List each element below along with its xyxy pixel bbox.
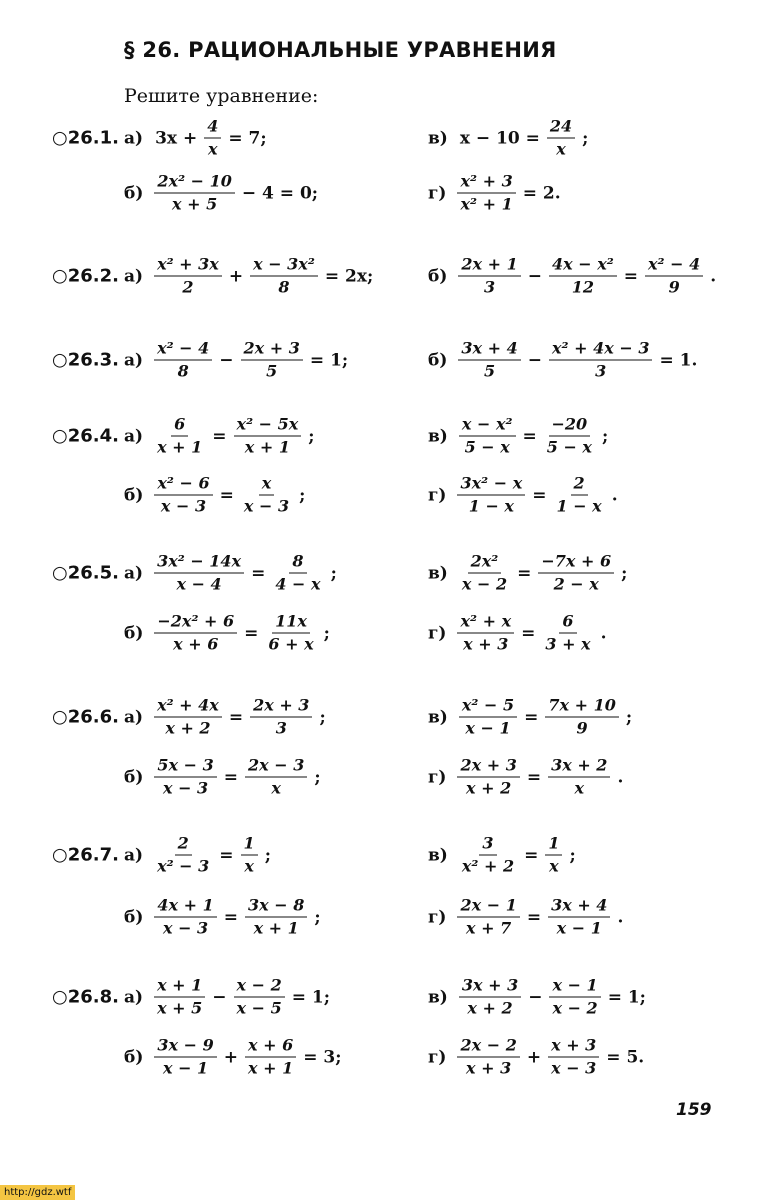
- page-number: 159: [676, 1100, 712, 1120]
- fraction-denominator: x + 5: [157, 998, 203, 1018]
- equation-text: =: [524, 707, 539, 727]
- equation-text: = 3;: [303, 1047, 342, 1067]
- equation-text: = 7;: [228, 128, 267, 148]
- equation-item: [124, 834, 275, 877]
- fraction-denominator: x − 1: [162, 1058, 209, 1078]
- exercise-number: ○26.3.: [52, 349, 119, 371]
- fraction-numerator: x² − 6: [154, 474, 212, 496]
- equation-label: а): [124, 845, 144, 865]
- fraction-numerator: 3x + 4: [548, 896, 610, 918]
- fraction-denominator: x + 1: [253, 918, 299, 938]
- equation-item: [428, 474, 622, 517]
- section-title: § 26. РАЦИОНАЛЬНЫЕ УРАВНЕНИЯ: [124, 38, 557, 62]
- fraction-numerator: 3x² − 14x: [154, 552, 244, 574]
- fraction-numerator: x² + 3x: [154, 255, 222, 277]
- equation-label: г): [428, 183, 447, 203]
- fraction-numerator: 2x + 3: [457, 756, 519, 778]
- fraction-numerator: 3x + 2: [548, 756, 610, 778]
- equation-item: [124, 976, 334, 1019]
- fraction: [154, 612, 237, 655]
- fraction-numerator: 3x − 9: [154, 1036, 216, 1058]
- fraction-numerator: x² − 4: [645, 255, 703, 277]
- fraction-denominator: x: [556, 139, 566, 159]
- equation-text: ;: [314, 767, 321, 787]
- equation-label: б): [124, 767, 144, 787]
- fraction-numerator: x − 1: [549, 976, 600, 998]
- fraction-denominator: x − 1: [465, 718, 511, 738]
- fraction-denominator: 5 − x: [464, 437, 510, 457]
- equation-text: ;: [330, 563, 337, 583]
- fraction-numerator: 24: [547, 117, 575, 139]
- fraction-denominator: x + 6: [173, 634, 219, 654]
- fraction: [542, 612, 593, 655]
- fraction-denominator: x − 3: [243, 496, 290, 516]
- equation-text: ;: [319, 707, 326, 727]
- fraction-denominator: 6 + x: [268, 634, 314, 654]
- equation-item: [428, 255, 720, 298]
- equation-item: [428, 896, 627, 939]
- fraction: [548, 896, 610, 939]
- fraction-denominator: 2: [182, 277, 194, 297]
- equation-label: а): [124, 266, 144, 286]
- watermark-link[interactable]: http://gdz.wtf: [0, 1185, 75, 1200]
- equation-item: [428, 552, 631, 595]
- equation-item: [428, 976, 650, 1019]
- equation-item: [428, 834, 580, 877]
- fraction-denominator: x − 3: [160, 496, 207, 516]
- equation-text: ;: [569, 845, 576, 865]
- fraction-denominator: x: [208, 139, 218, 159]
- fraction-denominator: x² − 3: [157, 856, 210, 876]
- fraction-denominator: 1 − x: [556, 496, 602, 516]
- fraction-denominator: x: [271, 778, 281, 798]
- fraction-numerator: 3: [479, 834, 496, 856]
- fraction-denominator: x − 3: [551, 1058, 597, 1078]
- equation-label: г): [428, 767, 447, 787]
- fraction-numerator: x² + 4x: [154, 696, 222, 718]
- equation-text: =: [219, 485, 234, 505]
- fraction-denominator: x − 4: [176, 574, 222, 594]
- equation-item: [428, 612, 611, 655]
- fraction: [245, 756, 307, 799]
- fraction-denominator: x + 7: [466, 918, 512, 938]
- equation-text: =: [223, 767, 238, 787]
- fraction: [250, 255, 318, 298]
- fraction: [234, 976, 285, 1019]
- fraction-denominator: x + 1: [157, 437, 203, 457]
- fraction-numerator: 2x − 1: [457, 896, 519, 918]
- fraction: [154, 415, 205, 458]
- equation-text: = 1;: [607, 987, 646, 1007]
- fraction-numerator: 11x: [272, 612, 310, 634]
- equation-text: .: [617, 767, 624, 787]
- fraction: [459, 696, 517, 739]
- fraction-numerator: 3x + 4: [458, 339, 520, 361]
- fraction-numerator: 3x − 8: [245, 896, 307, 918]
- fraction: [241, 474, 292, 517]
- fraction: [241, 339, 303, 382]
- fraction-denominator: x² + 1: [460, 194, 513, 214]
- equation-text: = 1;: [291, 987, 331, 1007]
- equation-item: [124, 474, 309, 517]
- fraction: [241, 834, 258, 877]
- equation-text: ;: [264, 845, 271, 865]
- fraction: [547, 117, 575, 160]
- equation-text: ;: [314, 907, 321, 927]
- equation-item: [428, 696, 636, 739]
- equation-item: [428, 172, 565, 215]
- fraction: [538, 552, 614, 595]
- fraction-numerator: x + 1: [154, 976, 205, 998]
- equation-text: =: [517, 563, 532, 583]
- equation-text: .: [617, 907, 624, 927]
- fraction-denominator: x² + 2: [461, 856, 515, 876]
- fraction-denominator: x + 3: [466, 1058, 512, 1078]
- fraction-denominator: x: [574, 778, 585, 798]
- equation-text: = 2x;: [324, 266, 374, 286]
- fraction-numerator: x² + 3: [457, 172, 515, 194]
- fraction-numerator: x² − 4: [154, 339, 212, 361]
- fraction: [458, 255, 520, 298]
- equation-item: [124, 255, 377, 298]
- fraction-numerator: x² + 4x − 3: [549, 339, 652, 361]
- fraction: [457, 1036, 519, 1079]
- equation-text: − 4 = 0;: [241, 183, 319, 203]
- fraction-denominator: 3: [275, 718, 287, 738]
- fraction: [549, 255, 617, 298]
- fraction: [245, 1036, 296, 1079]
- fraction-numerator: x − 2: [234, 976, 285, 998]
- fraction-numerator: x² + x: [457, 612, 514, 634]
- fraction: [457, 172, 515, 215]
- equation-item: [124, 339, 352, 382]
- fraction-denominator: x − 2: [461, 574, 508, 594]
- fraction: [154, 834, 212, 877]
- fraction: [204, 117, 221, 160]
- equation-text: = 1.: [659, 350, 698, 370]
- fraction-numerator: −7x + 6: [538, 552, 614, 574]
- fraction: [272, 552, 323, 595]
- equation-text: =: [212, 426, 227, 446]
- fraction-denominator: 5: [484, 361, 496, 381]
- equation-item: [428, 117, 592, 160]
- fraction-denominator: x − 5: [236, 998, 282, 1018]
- fraction: [154, 339, 212, 382]
- equation-text: =: [251, 563, 266, 583]
- equation-item: [124, 117, 271, 160]
- equation-text: ;: [308, 426, 315, 446]
- fraction-numerator: 1: [545, 834, 562, 856]
- fraction: [459, 976, 521, 1019]
- equation-label: б): [428, 266, 448, 286]
- fraction: [154, 255, 222, 298]
- exercise-number: ○26.1.: [52, 127, 119, 149]
- equation-label: а): [124, 350, 144, 370]
- fraction-numerator: x² − 5x: [234, 415, 302, 437]
- fraction: [154, 896, 216, 939]
- exercise-number: ○26.8.: [52, 986, 119, 1008]
- equation-text: = 1;: [309, 350, 349, 370]
- fraction-numerator: 2x − 3: [245, 756, 307, 778]
- fraction: [549, 339, 652, 382]
- equation-label: а): [124, 563, 144, 583]
- fraction: [548, 756, 610, 799]
- fraction: [154, 172, 235, 215]
- fraction: [545, 834, 562, 877]
- fraction: [457, 756, 519, 799]
- equation-text: = 5.: [606, 1047, 645, 1067]
- fraction-numerator: x + 6: [245, 1036, 296, 1058]
- exercise-number: ○26.5.: [52, 562, 119, 584]
- fraction-denominator: 12: [571, 277, 595, 297]
- fraction-numerator: 2x + 3: [250, 696, 312, 718]
- fraction: [245, 896, 307, 939]
- equation-label: б): [124, 623, 144, 643]
- exercise-number: ○26.7.: [52, 844, 119, 866]
- equation-text: 3x +: [155, 128, 198, 148]
- equation-text: =: [521, 623, 536, 643]
- exercise-number: ○26.6.: [52, 706, 119, 728]
- fraction-denominator: x + 3: [463, 634, 509, 654]
- equation-text: = 2.: [522, 183, 561, 203]
- equation-label: г): [428, 1047, 447, 1067]
- fraction: [544, 415, 595, 458]
- equation-text: ;: [299, 485, 306, 505]
- fraction: [154, 552, 244, 595]
- equation-label: а): [124, 987, 144, 1007]
- fraction-numerator: 2x + 3: [241, 339, 303, 361]
- fraction-denominator: 8: [278, 277, 290, 297]
- equation-label: в): [428, 707, 448, 727]
- equation-label: г): [428, 907, 447, 927]
- instruction-text: Решите уравнение:: [124, 85, 319, 107]
- fraction-denominator: 4 − x: [275, 574, 321, 594]
- fraction: [154, 756, 216, 799]
- fraction-numerator: 2x + 1: [458, 255, 520, 277]
- fraction-numerator: x + 3: [548, 1036, 599, 1058]
- equation-text: ;: [601, 426, 609, 446]
- equation-text: =: [526, 767, 542, 787]
- fraction-numerator: 2x²: [468, 552, 502, 574]
- fraction-numerator: 3x + 3: [459, 976, 521, 998]
- equation-text: +: [228, 266, 244, 286]
- fraction-numerator: 7x + 10: [545, 696, 618, 718]
- fraction: [457, 612, 514, 655]
- fraction: [549, 976, 600, 1019]
- fraction-denominator: x − 3: [162, 918, 209, 938]
- equation-text: ;: [625, 707, 633, 727]
- equation-label: а): [124, 128, 144, 148]
- fraction-numerator: 4: [204, 117, 221, 139]
- fraction: [250, 696, 312, 739]
- equation-text: −: [212, 987, 227, 1007]
- equation-label: в): [428, 845, 448, 865]
- fraction: [459, 415, 516, 458]
- equation-item: [124, 552, 341, 595]
- equation-text: =: [228, 707, 244, 727]
- fraction-denominator: x + 2: [165, 718, 211, 738]
- equation-label: б): [124, 183, 144, 203]
- equation-text: =: [532, 485, 547, 505]
- fraction-numerator: 4x + 1: [154, 896, 216, 918]
- fraction: [154, 1036, 216, 1079]
- fraction-numerator: x: [259, 474, 275, 496]
- equation-label: г): [428, 485, 447, 505]
- equation-text: −: [527, 266, 542, 286]
- equation-text: =: [244, 623, 259, 643]
- equation-item: [124, 696, 330, 739]
- equation-item: [428, 415, 612, 458]
- fraction: [457, 474, 525, 517]
- fraction-denominator: x + 1: [244, 437, 291, 457]
- equation-item: [124, 756, 325, 799]
- fraction-numerator: −2x² + 6: [154, 612, 237, 634]
- fraction-denominator: x: [244, 856, 254, 876]
- fraction-numerator: x − 3x²: [250, 255, 318, 277]
- equation-text: x − 10 =: [459, 128, 540, 148]
- equation-label: б): [428, 350, 448, 370]
- fraction-denominator: 3: [595, 361, 607, 381]
- fraction-numerator: 5x − 3: [154, 756, 216, 778]
- fraction-numerator: 2x² − 10: [154, 172, 235, 194]
- fraction: [545, 696, 618, 739]
- fraction: [645, 255, 703, 298]
- fraction-denominator: x: [549, 856, 559, 876]
- fraction-denominator: x − 3: [162, 778, 209, 798]
- fraction-numerator: x² − 5: [459, 696, 517, 718]
- fraction-denominator: x − 1: [556, 918, 602, 938]
- fraction-numerator: 1: [241, 834, 258, 856]
- equation-text: −: [219, 350, 234, 370]
- equation-text: .: [600, 623, 607, 643]
- fraction: [154, 976, 205, 1019]
- fraction: [548, 1036, 599, 1079]
- fraction: [553, 474, 604, 517]
- equation-label: б): [124, 907, 144, 927]
- fraction-numerator: −20: [549, 415, 591, 437]
- fraction-denominator: 5: [266, 361, 278, 381]
- equation-item: [428, 339, 701, 382]
- equation-text: +: [223, 1047, 238, 1067]
- fraction: [457, 896, 519, 939]
- fraction: [154, 696, 222, 739]
- fraction-denominator: 9: [576, 718, 588, 738]
- fraction-denominator: 8: [177, 361, 189, 381]
- equation-text: =: [524, 845, 539, 865]
- fraction-denominator: 9: [668, 277, 680, 297]
- fraction-numerator: x − x²: [459, 415, 516, 437]
- equation-item: [124, 612, 334, 655]
- equation-label: г): [428, 623, 447, 643]
- fraction-denominator: x + 2: [467, 998, 513, 1018]
- fraction-denominator: 3: [484, 277, 496, 297]
- equation-label: б): [124, 485, 144, 505]
- equation-label: в): [428, 128, 448, 148]
- equation-text: ;: [323, 623, 330, 643]
- fraction-denominator: 1 − x: [468, 496, 514, 516]
- equation-text: −: [528, 987, 543, 1007]
- equation-text: =: [526, 907, 542, 927]
- fraction-denominator: 3 + x: [545, 634, 591, 654]
- equation-text: .: [611, 485, 618, 505]
- equation-label: а): [124, 707, 144, 727]
- exercise-number: ○26.2.: [52, 265, 119, 287]
- equation-text: =: [223, 907, 238, 927]
- equation-label: в): [428, 563, 448, 583]
- fraction-denominator: x + 5: [172, 194, 218, 214]
- equation-text: +: [526, 1047, 542, 1067]
- exercise-number: ○26.4.: [52, 425, 119, 447]
- equation-item: [124, 1036, 346, 1079]
- fraction-numerator: 2: [571, 474, 588, 496]
- equation-item: [124, 415, 319, 458]
- fraction: [459, 552, 510, 595]
- equation-text: −: [527, 350, 542, 370]
- fraction-denominator: 2 − x: [553, 574, 599, 594]
- fraction-denominator: x + 1: [248, 1058, 294, 1078]
- equation-item: [124, 896, 325, 939]
- fraction-numerator: 6: [171, 415, 188, 437]
- equation-item: [124, 172, 322, 215]
- fraction-denominator: x − 2: [552, 998, 598, 1018]
- equation-text: ;: [621, 563, 628, 583]
- fraction-numerator: 8: [289, 552, 306, 574]
- fraction-numerator: 2: [175, 834, 192, 856]
- equation-text: ;: [582, 128, 589, 148]
- fraction: [265, 612, 316, 655]
- equation-text: =: [219, 845, 234, 865]
- fraction-denominator: 5 − x: [546, 437, 592, 457]
- fraction-denominator: x + 2: [466, 778, 512, 798]
- fraction: [458, 339, 520, 382]
- equation-text: =: [522, 426, 537, 446]
- fraction-numerator: 6: [559, 612, 576, 634]
- fraction-numerator: 2x − 2: [457, 1036, 519, 1058]
- equation-item: [428, 1036, 648, 1079]
- fraction-numerator: 4x − x²: [549, 255, 617, 277]
- equation-text: .: [710, 266, 717, 286]
- fraction: [234, 415, 302, 458]
- equation-label: в): [428, 987, 448, 1007]
- equation-text: =: [623, 266, 639, 286]
- fraction: [154, 474, 212, 517]
- equation-label: а): [124, 426, 144, 446]
- equation-item: [428, 756, 627, 799]
- equation-label: в): [428, 426, 448, 446]
- fraction: [459, 834, 517, 877]
- equation-label: б): [124, 1047, 144, 1067]
- fraction-numerator: 3x² − x: [457, 474, 525, 496]
